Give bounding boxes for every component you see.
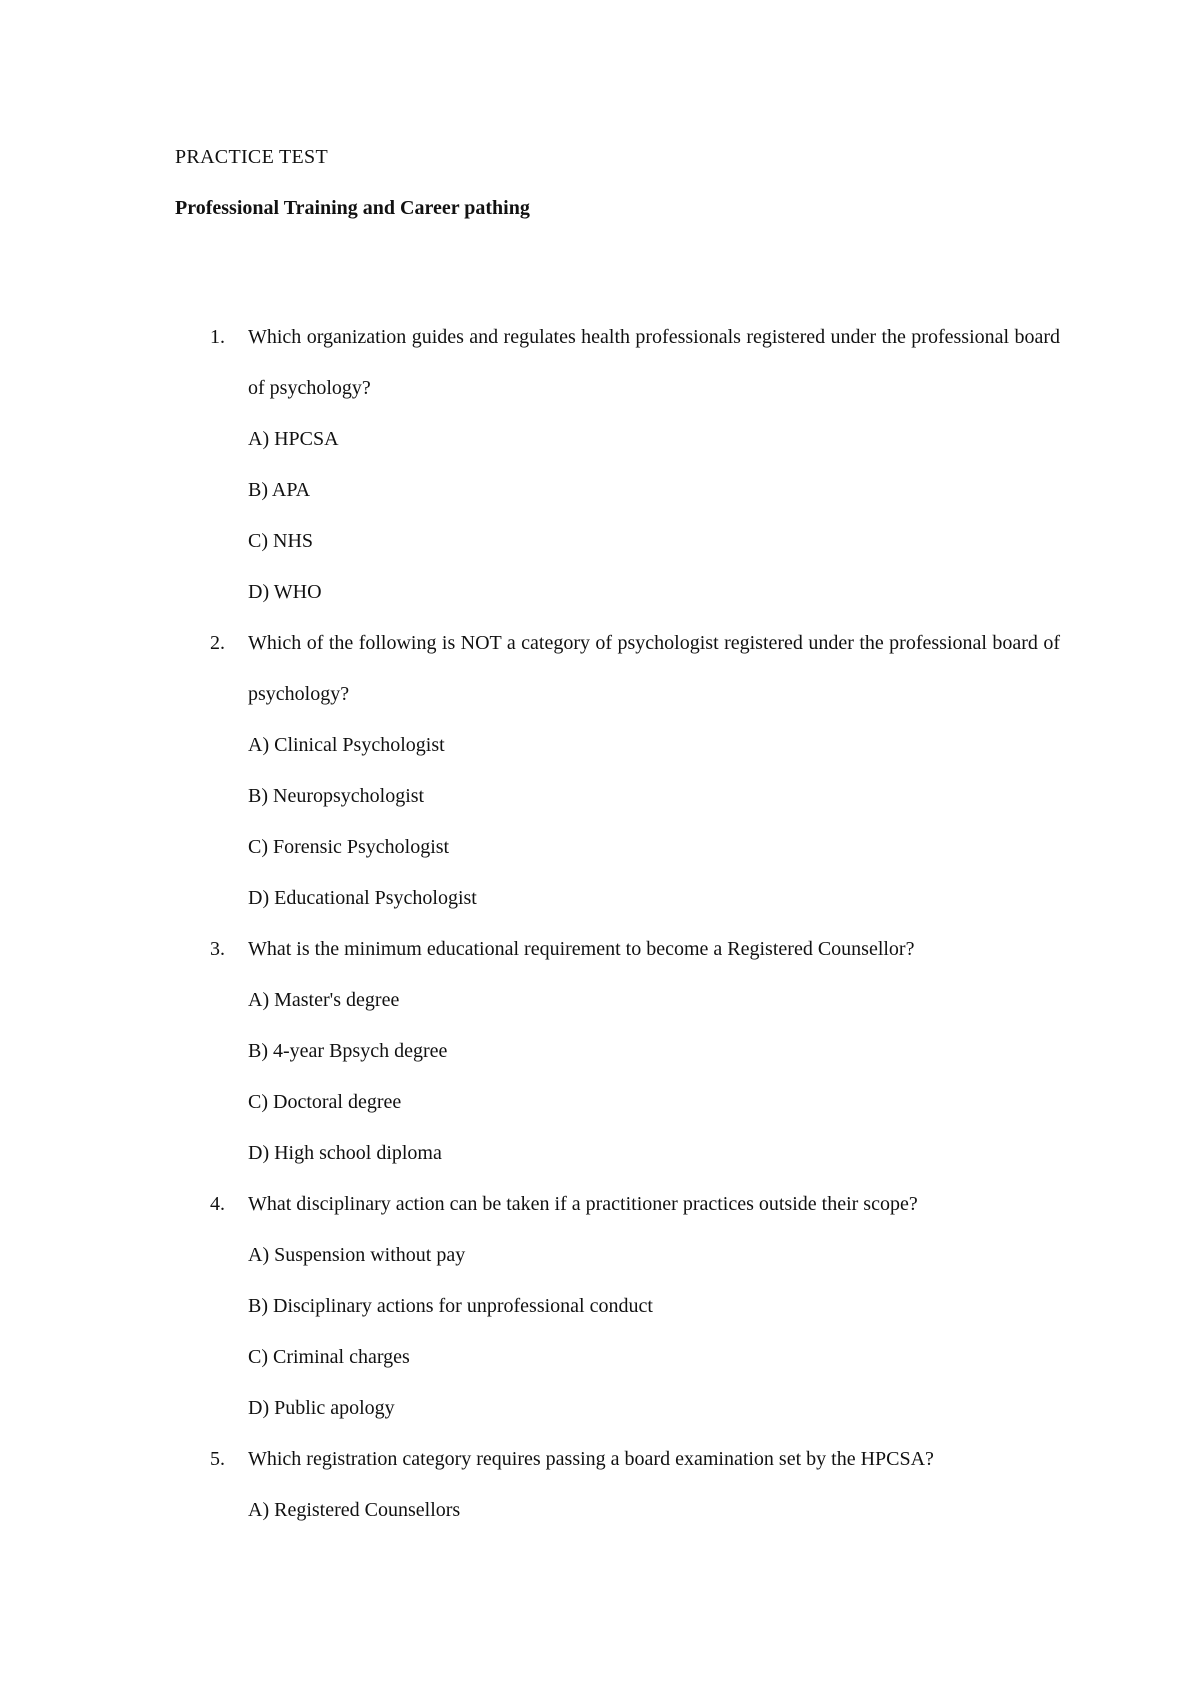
option-list	[248, 414, 1060, 618]
option-list	[248, 1230, 1060, 1434]
question-number: 4.	[210, 1193, 225, 1215]
question-4	[175, 1179, 1060, 1434]
document-label: PRACTICE TEST	[175, 146, 328, 168]
option-list	[248, 1485, 1060, 1536]
question-text: Which organization guides and regulates health professionals registered under the professional board of psychology?	[248, 326, 1060, 399]
question-2	[175, 618, 1060, 924]
question-number: 1.	[210, 326, 225, 348]
option-c: C) Criminal charges	[248, 1346, 410, 1368]
question-number: 2.	[210, 632, 225, 654]
question-text: What disciplinary action can be taken if a practitioner practices outside their scope?	[248, 1193, 918, 1215]
option-c: C) NHS	[248, 530, 314, 552]
document-title: Professional Training and Career pathing	[175, 197, 530, 219]
option-a: A) HPCSA	[248, 428, 339, 450]
option-d: D) Educational Psychologist	[248, 887, 477, 909]
question-text: Which registration category requires passing a board examination set by the HPCSA?	[248, 1448, 934, 1470]
question-text: What is the minimum educational requirement to become a Registered Counsellor?	[248, 938, 915, 960]
option-b: B) Neuropsychologist	[248, 785, 425, 807]
option-list	[248, 975, 1060, 1179]
question-3	[175, 924, 1060, 1179]
option-a: A) Registered Counsellors	[248, 1499, 461, 1521]
option-c: C) Forensic Psychologist	[248, 836, 450, 858]
option-a: A) Clinical Psychologist	[248, 734, 445, 756]
question-5	[175, 1434, 1060, 1536]
option-d: D) Public apology	[248, 1397, 395, 1419]
option-c: C) Doctoral degree	[248, 1091, 402, 1113]
option-d: D) High school diploma	[248, 1142, 442, 1164]
question-number: 3.	[210, 938, 225, 960]
option-list	[248, 720, 1060, 924]
option-b: B) APA	[248, 479, 311, 501]
question-text: Which of the following is NOT a category of psychologist registered under the professional board of psychology?	[248, 632, 1060, 705]
option-d: D) WHO	[248, 581, 322, 603]
option-a: A) Master's degree	[248, 989, 400, 1011]
option-a: A) Suspension without pay	[248, 1244, 466, 1266]
question-list	[175, 312, 1060, 1536]
question-number: 5.	[210, 1448, 225, 1470]
question-1	[175, 312, 1060, 618]
option-b: B) Disciplinary actions for unprofessional conduct	[248, 1295, 653, 1317]
option-b: B) 4-year Bpsych degree	[248, 1040, 448, 1062]
